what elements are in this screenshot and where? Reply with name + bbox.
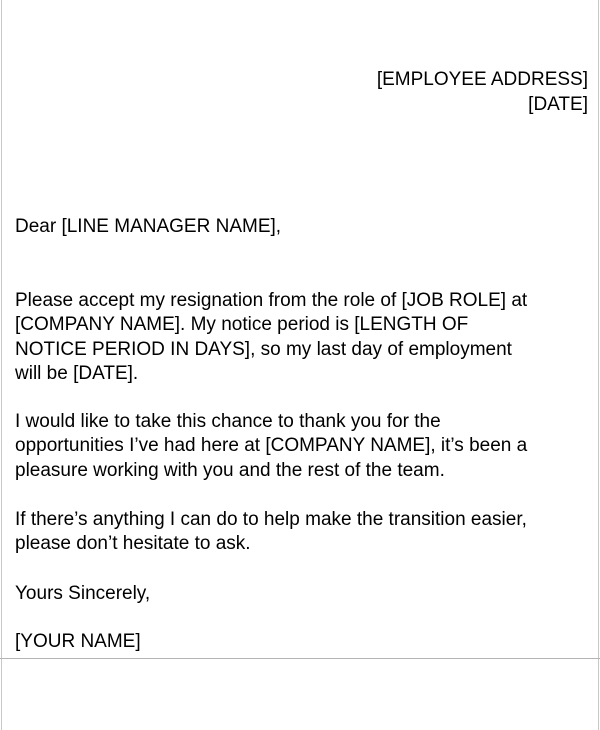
paragraph-line: I would like to take this chance to thank you for the	[15, 411, 441, 432]
closing: Yours Sincerely,	[15, 583, 151, 604]
signature-name: [YOUR NAME]	[15, 631, 141, 652]
paragraph-resignation	[15, 289, 527, 387]
paragraph-line: please don’t hesitate to ask.	[15, 533, 251, 555]
paragraph-line: pleasure working with you and the rest of the team.	[15, 459, 445, 481]
letter-date: [DATE]	[528, 94, 588, 115]
salutation: Dear [LINE MANAGER NAME],	[15, 216, 282, 237]
page-break-line	[0, 658, 600, 659]
paragraph-thanks	[15, 410, 527, 483]
page-right-border	[598, 0, 599, 730]
employee-address: [EMPLOYEE ADDRESS]	[376, 69, 588, 90]
page-left-border	[1, 0, 2, 730]
paragraph-line: If there’s anything I can do to help make the transition easier,	[15, 509, 527, 530]
paragraph-line: [COMPANY NAME]. My notice period is [LENGTH OF	[15, 314, 469, 336]
paragraph-line: NOTICE PERIOD IN DAYS], so my last day of employment	[15, 338, 512, 360]
paragraph-line: opportunities I’ve had here at [COMPANY NAME], it’s been a	[15, 435, 528, 457]
paragraph-line: Please accept my resignation from the role of [JOB ROLE] at	[15, 290, 528, 311]
paragraph-line: will be [DATE].	[15, 363, 139, 385]
paragraph-transition	[15, 508, 527, 557]
